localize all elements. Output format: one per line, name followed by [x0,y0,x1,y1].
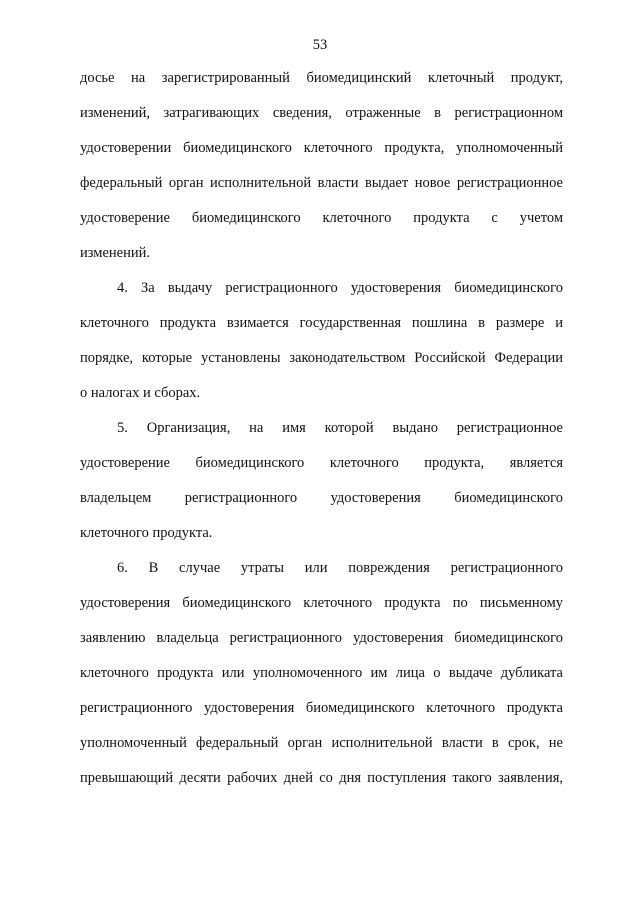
text-line: регистрационного удостоверения биомедицинского клеточного продукта [80,700,563,716]
text-line: порядке, которые установлены законодательством Российской Федерации [80,350,563,366]
text-line: досье на зарегистрированный биомедицинский клеточный продукт, [80,70,563,86]
paragraph-first-line: 4. За выдачу регистрационного удостоверения биомедицинского [117,280,563,296]
text-line: клеточного продукта или уполномоченного им лица о выдаче дубликата [80,665,563,681]
paragraph-first-line: 5. Организация, на имя которой выдано регистрационное [117,420,563,436]
text-line: федеральный орган исполнительной власти выдает новое регистрационное [80,175,563,191]
text-line: изменений, затрагивающих сведения, отраженные в регистрационном [80,105,563,121]
text-line: о налогах и сборах. [80,385,201,401]
text-line: удостоверения биомедицинского клеточного продукта по письменному [80,595,563,611]
text-line: удостоверении биомедицинского клеточного продукта, уполномоченный [80,140,563,156]
text-line: изменений. [80,245,150,261]
text-line: уполномоченный федеральный орган исполнительной власти в срок, не [80,735,563,751]
paragraph-first-line: 6. В случае утраты или повреждения регистрационного [117,560,563,576]
text-line: превышающий десяти рабочих дней со дня поступления такого заявления, [80,770,563,786]
text-line: владельцем регистрационного удостоверения биомедицинского [80,490,563,506]
text-line: клеточного продукта. [80,525,213,541]
text-line: удостоверение биомедицинского клеточного продукта, является [80,455,563,471]
page-number: 53 [312,37,328,53]
text-line: заявлению владельца регистрационного удостоверения биомедицинского [80,630,563,646]
text-line: удостоверение биомедицинского клеточного продукта с учетом [80,210,563,226]
text-line: клеточного продукта взимается государственная пошлина в размере и [80,315,563,331]
